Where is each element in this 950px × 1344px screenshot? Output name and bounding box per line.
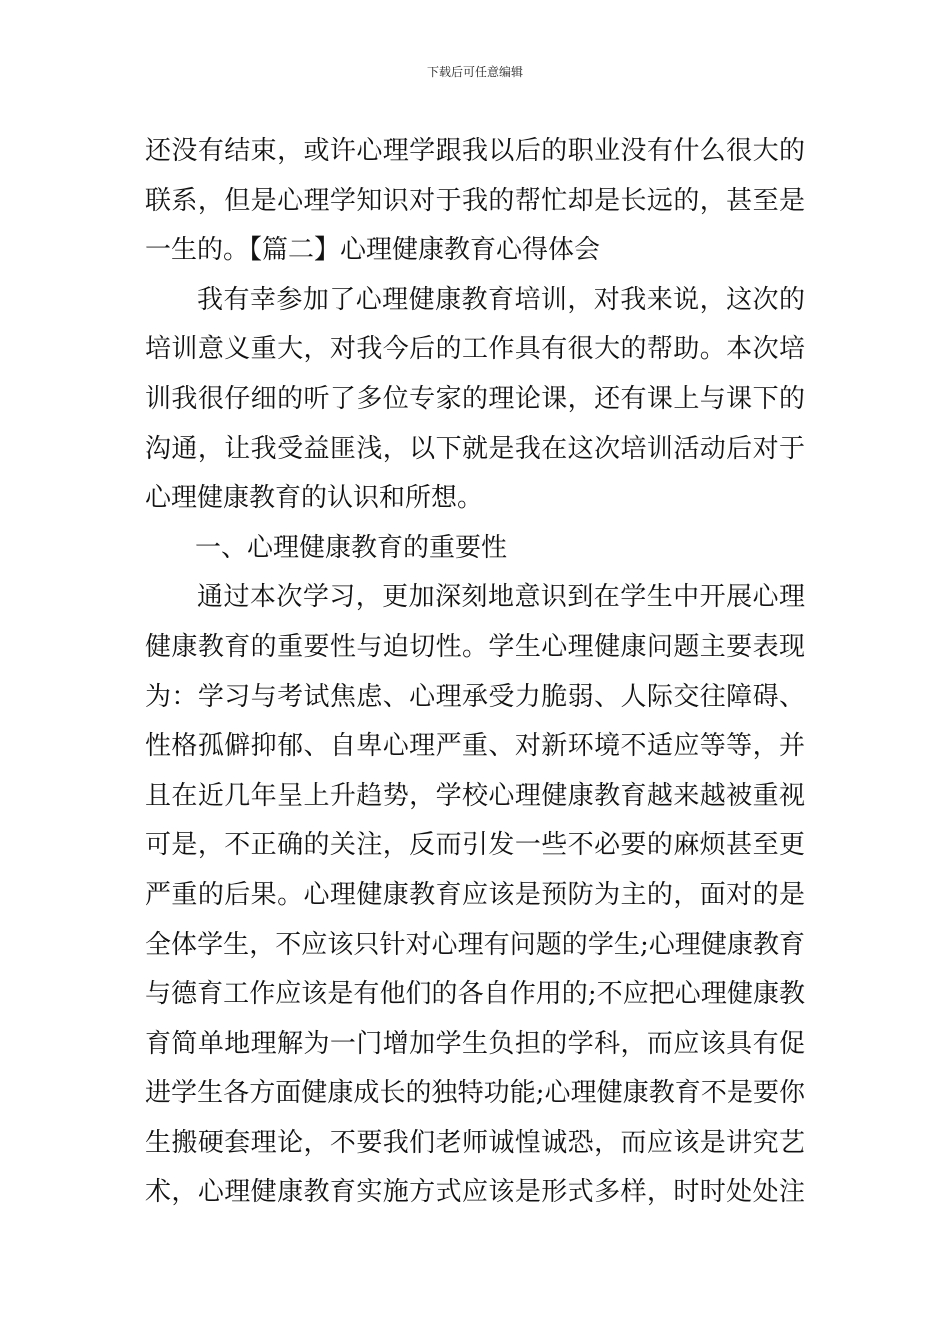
page-header: 下载后可任意编辑: [426, 65, 523, 79]
text-line: 一生的。【篇二】心理健康教育心得体会: [145, 235, 601, 266]
text-line: 联系，但是心理学知识对于我的帮忙却是长远的，甚至是: [145, 185, 805, 216]
text-line: 还没有结束，或许心理学跟我以后的职业没有什么很大的: [145, 136, 805, 166]
text-line: 全体学生，不应该只针对心理有问题的学生;心理健康教育: [145, 929, 805, 960]
text-line: 培训意义重大，对我今后的工作具有很大的帮助。本次培: [145, 334, 805, 365]
text-line: 可是，不正确的关注，反而引发一些不必要的麻烦甚至更: [145, 830, 805, 861]
text-line: 心理健康教育的认识和所想。: [145, 483, 484, 514]
text-line: 生搬硬套理论，不要我们老师诚惶诚恐，而应该是讲究艺: [145, 1127, 805, 1158]
text-line: 性格孤僻抑郁、自卑心理严重、对新环境不适应等等，并: [145, 731, 805, 762]
text-line: 沟通，让我受益匪浅，以下就是我在这次培训活动后对于: [145, 433, 805, 464]
text-line: 为：学习与考试焦虑、心理承受力脆弱、人际交往障碍、: [145, 681, 805, 712]
text-line: 术，心理健康教育实施方式应该是形式多样，时时处处注: [145, 1177, 805, 1208]
text-line: 严重的后果。心理健康教育应该是预防为主的，面对的是: [145, 879, 805, 910]
text-line: 育简单地理解为一门增加学生负担的学科，而应该具有促: [145, 1028, 805, 1059]
text-line: 与德育工作应该是有他们的各自作用的;不应把心理健康教: [145, 979, 805, 1010]
text-line: 训我很仔细的听了多位专家的理论课，还有课上与课下的: [145, 383, 805, 414]
paragraph-first-line: 通过本次学习，更加深刻地意识到在学生中开展心理: [197, 582, 805, 613]
paragraph-first-line: 我有幸参加了心理健康教育培训，对我来说，这次的: [197, 284, 805, 315]
text-line: 进学生各方面健康成长的独特功能;心理健康教育不是要你: [145, 1078, 805, 1109]
section-heading: 一、心理健康教育的重要性: [195, 532, 508, 563]
text-line: 健康教育的重要性与迫切性。学生心理健康问题主要表现: [145, 631, 805, 662]
text-line: 且在近几年呈上升趋势，学校心理健康教育越来越被重视: [145, 780, 805, 811]
document-body: [145, 127, 805, 1218]
